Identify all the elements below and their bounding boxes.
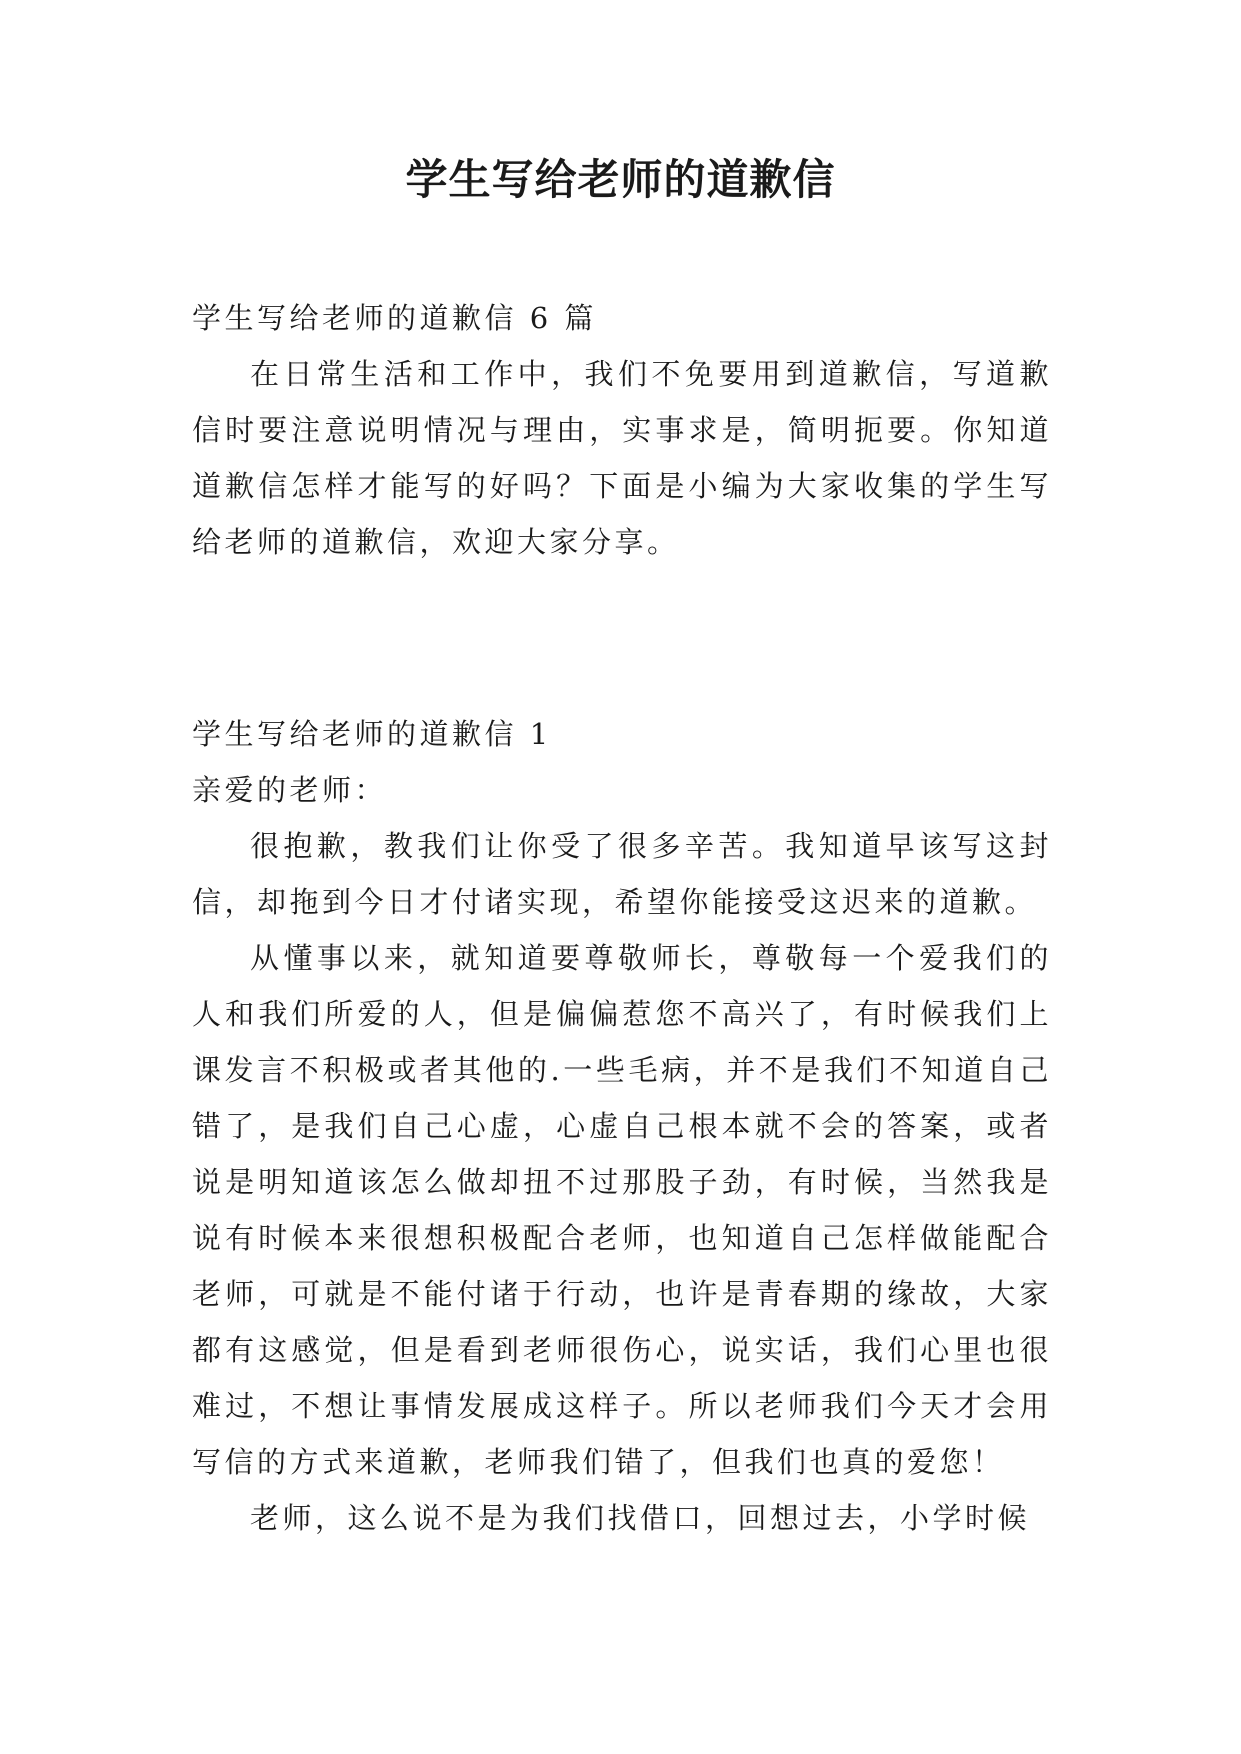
- intro-section: [192, 290, 1052, 570]
- letter-1-paragraph-3: 老师，这么说不是为我们找借口，回想过去，小学时候: [250, 1501, 1031, 1535]
- letter-1-paragraph-1: 很抱歉，教我们让你受了很多辛苦。我知道早该写这封信，却拖到今日才付诸实现，希望你能接受这迟来的道歉。: [192, 829, 1052, 919]
- letter-1-heading: 学生写给老师的道歉信 1: [192, 717, 552, 751]
- document-title: 学生写给老师的道歉信: [405, 155, 836, 204]
- document-subtitle: 学生写给老师的道歉信 6 篇: [192, 301, 597, 335]
- intro-paragraph: 在日常生活和工作中，我们不免要用到道歉信，写道歉信时要注意说明情况与理由，实事求是，简明扼要。你知道道歉信怎样才能写的好吗？下面是小编为大家收集的学生写给老师的道歉信，欢迎大家分享。: [192, 357, 1052, 559]
- letter-1-paragraph-2: 从懂事以来，就知道要尊敬师长，尊敬每一个爱我们的人和我们所爱的人，但是偏偏惹您不高兴了，有时候我们上课发言不积极或者其他的.一些毛病，并不是我们不知道自己错了，是我们自己心虚，心虚自己根本就不会的答案，或者说是明知道该怎么做却扭不过那股子劲，有时候，当然我是说有时候本来很想积极配合老师，也知道自己怎样做能配合老师，可就是不能付诸于行动，也许是青春期的缘故，大家都有这感觉，但是看到老师很伤心，说实话，我们心里也很难过，不想让事情发展成这样子。所以老师我们今天才会用写信的方式来道歉，老师我们错了，但我们也真的爱您！: [192, 941, 1052, 1479]
- letter-1-salutation: 亲爱的老师：: [192, 773, 388, 807]
- letter-1-section: [192, 706, 1052, 1546]
